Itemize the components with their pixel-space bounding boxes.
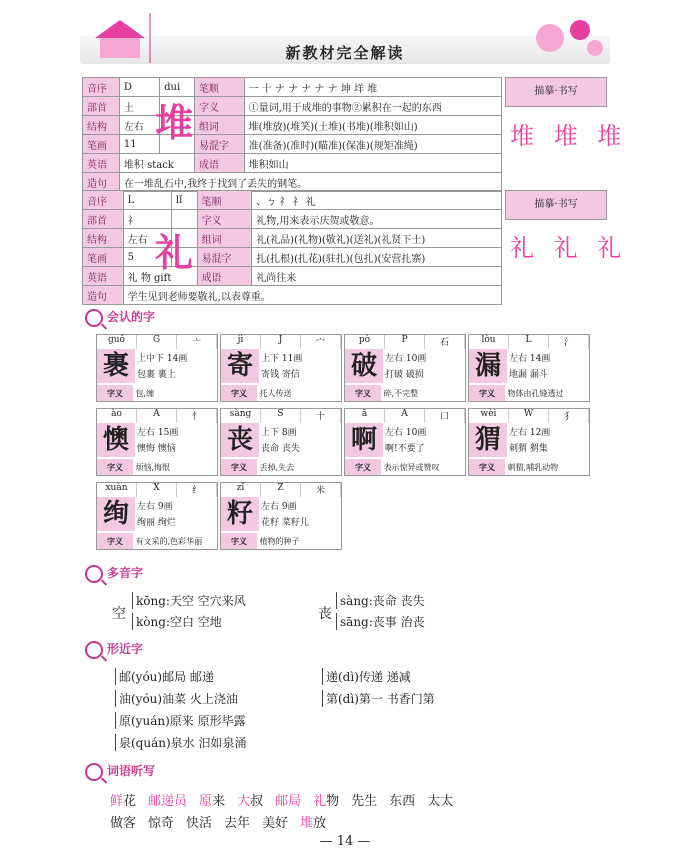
card-meaning: 烦恼,悔恨 [135,463,171,472]
dictation-text: 快活 [186,816,213,831]
card-initial: Z [261,483,301,497]
cell: 堆积 stack [119,154,194,173]
cell: 礻 [123,210,171,229]
card-meaning: 丢掉,失去 [259,463,295,472]
dictation-text: 东西 [389,794,416,809]
card-radical: 米 [301,483,341,497]
card-char: 猬 [469,423,507,457]
card-pinyin-row [221,409,341,423]
card-radical: 石 [425,335,465,349]
card-char: 丧 [221,423,259,457]
card-radical: 纟 [177,483,217,497]
card-meaning: 刺猬,哺乳动物 [507,463,559,472]
card-meaning-bar [345,385,465,401]
dictation-word [351,794,377,809]
card-initial: S [261,409,301,423]
card-words: 啊!不要了 [385,444,425,454]
magnifier-icon [85,565,103,583]
cell: 部首 [83,97,120,116]
dictation-text: 美好 [262,816,289,831]
card-pinyin-row [345,335,465,349]
dictation-text: 太太 [427,794,454,809]
char-card [96,408,218,476]
card-structure: 左右 10画 [385,354,427,364]
card-pinyin: xuàn [97,483,137,497]
dictation-highlight: 原 [199,794,213,809]
card-meaning-label: 字义 [345,385,381,401]
similar-line: 第(dì)第一 书香门第 [322,690,435,707]
dictation-text: 先生 [351,794,378,809]
cell: 组词 [194,116,244,135]
magnifier-icon [85,763,103,781]
polyphone-line: sàng:丧命 丧失 [336,592,425,609]
dictation-text: 去年 [224,816,251,831]
card-meaning-label: 字义 [97,385,133,401]
card-pinyin: jì [221,335,261,349]
cell: 部首 [83,210,124,229]
card-pinyin: zǐ [221,483,261,497]
card-meaning-label: 字义 [469,385,505,401]
card-words: 刺猬 猬集 [509,444,548,454]
dictation-text: 物 [326,794,340,809]
card-pinyin-row [469,335,589,349]
similar-line: 邮(yóu)邮局 邮递 [115,668,214,685]
dictation-word [427,794,453,809]
sentence: 在一堆乱石中,我终于找到了丢失的钢笔。 [119,173,501,192]
trace-label: 描摹·书写 [505,77,607,107]
card-meaning-label: 字义 [221,459,257,475]
card-structure: 上下 11画 [261,354,303,364]
cell: 笔顺 [194,78,244,97]
section-heading-similar [85,640,143,659]
section-title: 会认的字 [107,310,156,324]
card-structure: 左右 14画 [509,354,551,364]
cell: 成语 [197,267,252,286]
char-card [96,334,218,402]
cell: 易混字 [197,248,252,267]
cell: 笔画 [83,248,124,267]
cell: 造句 [83,286,124,305]
card-words: 地漏 漏斗 [509,370,548,380]
char-card [344,334,466,402]
dictation-word [110,794,136,809]
dictation-highlight: 堆 [300,816,314,831]
dictation-word [313,794,339,809]
card-meaning: 包,缠 [135,389,155,398]
card-char: 籽 [221,497,259,531]
card-structure: 左右 9画 [137,502,173,512]
char-card [468,408,590,476]
dictation-word [237,794,263,809]
cell: 礼(礼品)(礼物)(敬礼)(送礼)(礼贤下士) [252,229,502,248]
card-meaning: 物体由孔缝透过 [507,389,564,398]
card-meaning-bar [221,459,341,475]
card-meaning: 表示惊异或赞叹 [383,463,440,472]
cell: 组词 [197,229,252,248]
cell: 字义 [194,97,244,116]
card-structure: 上下 8画 [261,428,297,438]
cell: D [119,78,159,97]
section-title: 多音字 [107,566,144,580]
card-pinyin-row [97,483,217,497]
dictation-line [110,812,338,831]
card-pinyin-row [469,409,589,423]
card-initial: G [137,335,177,349]
cell: 礼尚往来 [252,267,502,286]
card-meaning-label: 字义 [221,385,257,401]
card-meaning-label: 字义 [97,533,133,549]
dictation-text: 放 [313,816,327,831]
cell: ①量词,用于成堆的事物②累积在一起的东西 [244,97,501,116]
card-meaning-label: 字义 [97,459,133,475]
card-meaning: 碎,不完整 [383,389,419,398]
magnifier-icon [85,641,103,659]
cell: 左右 [119,116,159,135]
section-heading-polyphone [85,564,143,583]
card-char: 绚 [97,497,135,531]
card-radical: 十 [301,409,341,423]
dictation-word [110,816,136,831]
cell: 结构 [83,116,120,135]
dictation-text: 叔 [250,794,264,809]
dictation-text: 花 [123,794,137,809]
card-meaning-bar [469,385,589,401]
dictation-word [300,816,326,831]
cell: 土 [119,97,159,116]
dictation-text: 惊奇 [148,816,175,831]
cell: 英语 [83,154,120,173]
dictation-word [148,794,187,809]
dictation-word [199,794,225,809]
cell: 字义 [197,210,252,229]
dictation-highlight: 大 [237,794,251,809]
trace-label: 描摹·书写 [505,190,607,220]
cell: 笔画 [83,135,120,154]
card-words: 打破 破损 [385,370,424,380]
cell: 易混字 [194,135,244,154]
dictation-word [389,794,415,809]
trace-chars: 礼 礼 礼 [510,234,628,262]
card-pinyin: sàng [221,409,261,423]
card-words: 绚丽 绚烂 [137,518,176,528]
dictation-text: 来 [212,794,226,809]
cell: 扎(扎根)(扎花)(驻扎)(包扎)(安营扎寨) [252,248,502,267]
section-title: 形近字 [107,642,144,656]
cell: 礼物,用来表示庆贺或敬意。 [252,210,502,229]
dictation-word [224,816,250,831]
card-meaning-bar [345,459,465,475]
card-initial: J [261,335,301,349]
char-card [344,408,466,476]
card-initial: L [509,335,549,349]
sentence: 学生见到老师要敬礼,以表尊重。 [123,286,501,305]
card-structure: 左右 10画 [385,428,427,438]
card-words: 懊悔 懊恼 [137,444,176,454]
similar-line: 递(dì)传递 递减 [322,668,411,685]
page-number: — 14 — [319,834,371,849]
cell: 音序 [83,191,124,210]
dictation-highlight: 邮局 [275,794,302,809]
card-structure: 左右 15画 [137,428,179,438]
card-pinyin: ào [97,409,137,423]
card-initial: A [385,409,425,423]
page-header [80,8,610,70]
char-table-li [82,190,502,305]
card-char: 破 [345,349,383,383]
cell: 准(准备)(准时)(瞄准)(保准)(规矩准绳) [244,135,501,154]
card-initial: P [385,335,425,349]
dictation-word [275,794,301,809]
char-card [468,334,590,402]
card-radical: 口 [425,409,465,423]
card-meaning-label: 字义 [345,459,381,475]
card-pinyin: ā [345,409,385,423]
big-char-dui: 堆 [155,100,194,145]
card-words: 丧命 丧失 [261,444,300,454]
card-pinyin: wèi [469,409,509,423]
card-pinyin: pò [345,335,385,349]
card-radical: 忄 [177,409,217,423]
card-pinyin: guǒ [97,335,137,349]
card-pinyin-row [221,335,341,349]
header-title: 新教材完全解读 [285,44,405,62]
cell: 笔顺 [197,191,252,210]
card-char: 寄 [221,349,259,383]
card-pinyin-row [97,409,217,423]
card-char: 裹 [97,349,135,383]
card-structure: 左右 12画 [509,428,551,438]
card-meaning-bar [469,459,589,475]
dictation-highlight: 邮递员 [148,794,188,809]
dictation-line [110,790,465,809]
card-pinyin-row [345,409,465,423]
dictation-highlight: 礼 [313,794,327,809]
dictation-word [262,816,288,831]
polyphone-line: sāng:丧事 治丧 [336,613,425,630]
card-radical: 氵 [549,335,589,349]
dictation-word [148,816,174,831]
card-char: 漏 [469,349,507,383]
cell: 一 十 ナ ナ ナ ナ ナ 坤 垟 堆 [244,78,501,97]
card-radical: 宀 [301,335,341,349]
card-words: 寄钱 寄信 [261,370,300,380]
card-radical: 犭 [549,409,589,423]
card-pinyin-row [97,335,217,349]
magnifier-icon [85,309,103,327]
cell: 11 [119,135,159,154]
card-initial: W [509,409,549,423]
cell: lǐ [171,191,197,210]
cell: 结构 [83,229,124,248]
section-heading-recognize [85,308,155,327]
card-meaning-bar [97,533,217,549]
cell: 堆(堆放)(堆笑)(土堆)(书堆)(堆积如山) [244,116,501,135]
card-initial: X [137,483,177,497]
dictation-word [186,816,212,831]
card-meaning-bar [97,459,217,475]
big-char-li: 礼 [155,230,194,275]
card-radical: 亠 [177,335,217,349]
card-initial: A [137,409,177,423]
dictation-text: 做客 [110,816,137,831]
card-meaning-label: 字义 [221,533,257,549]
trace-chars: 堆 堆 堆 [510,122,628,150]
cell: 礼 物 gift [123,267,197,286]
cell: 堆积如山 [244,154,501,173]
cell: 音序 [83,78,120,97]
char-table-dui [82,77,502,192]
polyphone-char: 丧 [318,606,332,622]
card-words: 花籽 菜籽儿 [261,518,309,528]
card-char: 懊 [97,423,135,457]
cell: 5 [123,248,171,267]
char-card [220,408,342,476]
card-meaning-label: 字义 [469,459,505,475]
cell: L [123,191,171,210]
polyphone-line: kōng:天空 空穴来风 [132,592,246,609]
card-char: 啊 [345,423,383,457]
cell: 英语 [83,267,124,286]
card-pinyin: lòu [469,335,509,349]
card-meaning: 有文采的,色彩华丽 [135,537,203,546]
char-card [96,482,218,550]
cell: 成语 [194,154,244,173]
card-words: 包裹 裹上 [137,370,176,380]
card-structure: 左右 9画 [261,502,297,512]
polyphone-line: kòng:空白 空地 [132,613,222,630]
cell: 造句 [83,173,120,192]
cell: dui [160,78,195,97]
card-structure: 上中下 14画 [137,354,188,364]
cell: 左右 [123,229,171,248]
card-meaning-bar [221,385,341,401]
cell: 、ㄅ 礻 礻 礼 [252,191,502,210]
card-meaning-bar [221,533,341,549]
char-card [220,482,342,550]
card-meaning: 托人传送 [259,389,292,398]
card-pinyin-row [221,483,341,497]
polyphone-char: 空 [112,606,126,622]
char-card [220,334,342,402]
dictation-highlight: 鲜 [110,794,124,809]
similar-line: 泉(quán)泉水 汩如泉涌 [115,734,246,751]
card-meaning: 植物的种子 [259,537,300,546]
similar-line: 原(yuán)原来 原形毕露 [115,712,246,729]
section-heading-dictation [85,762,155,781]
section-title: 词语听写 [107,764,156,778]
similar-line: 油(yóu)油菜 火上浇油 [115,690,238,707]
card-meaning-bar [97,385,217,401]
